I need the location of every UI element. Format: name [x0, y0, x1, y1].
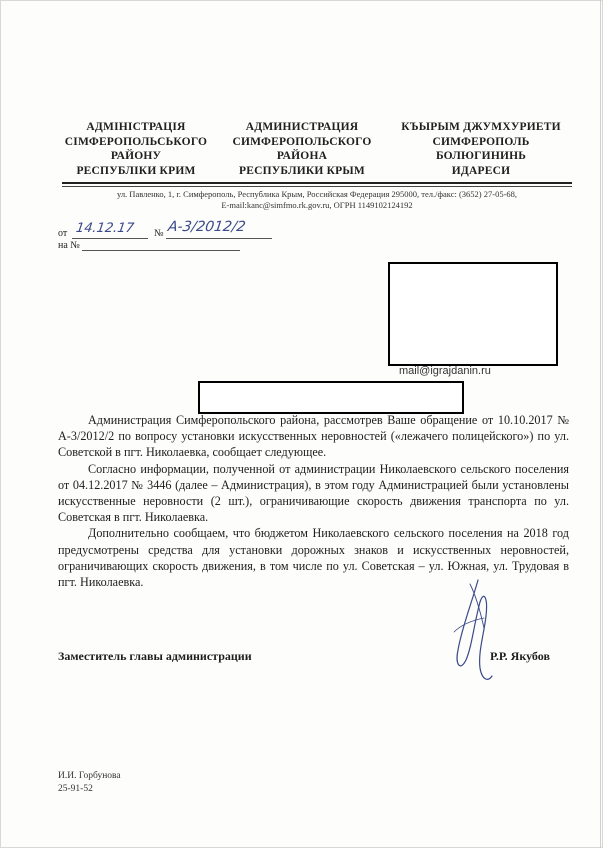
header-divider: [62, 186, 572, 187]
address-line: E-mail:kanc@simfmo.rk.gov.ru, ОГРН 1149102124192: [221, 200, 413, 210]
number-underline: [166, 238, 272, 239]
header-line: БОЛЮГИНИНЬ: [435, 150, 527, 162]
header-line: СІМФЕРОПОЛЬСЬКОГО: [64, 135, 208, 148]
body-paragraph: Дополнительно сообщаем, что бюджетом Николаевского сельского поселения на 2018 год предусмотрены средства для установки дорожных знаков и искусственных неровностей, ограничивающих скорость движения, в том числе по ул. Советская – ул. Южная, ул. Трудовая в пгт. Николаевка.: [58, 526, 569, 590]
header-ukrainian: [62, 120, 210, 178]
handwritten-signature: [440, 572, 520, 702]
header-line: РАЙОНА: [276, 150, 328, 162]
signer-name: Р.Р. Якубов: [490, 649, 550, 663]
executor-name: И.И. Горбунова: [58, 771, 121, 781]
body-paragraph: Администрация Симферопольского района, рассмотрев Ваше обращение от 10.10.2017 № А-3/2012/2 по вопросу установки искусственных неровностей («лежачего полицейского») по ул. Советской в пгт. Николаевка, сообщает следующее.: [58, 413, 569, 460]
header-line: РЕСПУБЛИКИ КРЫМ: [239, 164, 365, 177]
redacted-recipient-name: [198, 381, 464, 414]
header-russian: [228, 120, 376, 178]
to-label: на №: [58, 240, 80, 251]
executor-phone: 25-91-52: [58, 783, 93, 794]
header-line: АДМІНІСТРАЦІЯ: [86, 121, 186, 133]
header-line: КЪЫРЫМ ДЖУМХУРИЕТИ: [401, 121, 561, 133]
handwritten-number: А-3/2012/2: [166, 219, 247, 235]
header-crimean-tatar: [396, 120, 566, 178]
header-line: АДМИНИСТРАЦИЯ: [245, 121, 359, 133]
header-line: СИМФЕРОПОЛЬ: [432, 135, 530, 148]
header-line: СИМФЕРОПОЛЬСКОГО: [232, 135, 372, 148]
executor-block: [58, 770, 121, 795]
address-block: [62, 189, 572, 211]
to-underline: [82, 250, 240, 251]
handwritten-date: 14.12.17: [74, 221, 135, 236]
letter-body: [58, 412, 569, 590]
signer-title: Заместитель главы администрации: [58, 649, 252, 663]
recipient-email: mail@igrajdanin.ru: [399, 365, 491, 377]
address-line: ул. Павленко, 1, г. Симферополь, Республика Крым, Российская Федерация 295000, тел./факс: (3652) 27-05-68,: [116, 189, 518, 199]
from-label: от: [58, 228, 68, 239]
number-label: №: [154, 228, 164, 239]
header-divider: [62, 182, 572, 184]
date-underline: [72, 238, 148, 239]
header-line: РАЙОНУ: [110, 150, 162, 162]
header-line: ИДАРЕСИ: [451, 164, 511, 177]
header-line: РЕСПУБЛІКИ КРИМ: [76, 164, 196, 177]
redacted-recipient-address: [388, 262, 558, 366]
body-paragraph: Согласно информации, полученной от администрации Николаевского сельского поселения от 04.12.2017 № 3446 (далее – Администрация), в этом году Администрацией были установлены искусственные неровности (2 шт.), ограничивающие скорость движения транспорта по ул. Советская в пгт. Николаевка.: [58, 461, 569, 525]
